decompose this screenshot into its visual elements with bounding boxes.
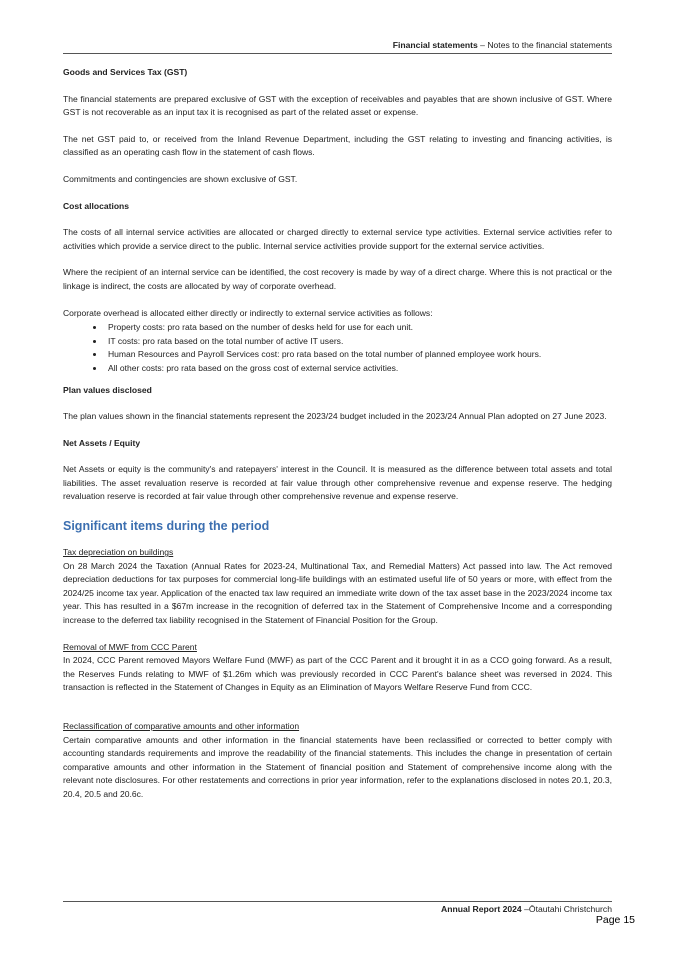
equity-heading: Net Assets / Equity [63, 437, 141, 448]
mwf-paragraph: In 2024, CCC Parent removed Mayors Welfare Fund (MWF) as part of the CCC Parent and it brought it in as a CCO going forward. As a result, the Reserves Funds relating to MWF of $1.26m which was previously recorded in CCC Parent's balance sheet was reversed in 2024. This transaction is reflected in the Statement of Changes in Equity as an Elimination of Mayors Welfare Reserve Fund from CCC. [63, 655, 612, 693]
equity-paragraph: Net Assets or equity is the community's and ratepayers' interest in the Council. It is measured as the difference between total assets and total liabilities. The asset revaluation reserve is recorded at fair value through other comprehensive revenue and expense reserve. The hedging revaluation reserve is recorded at fair value through other comprehensive revenue and expense reserve. [63, 464, 612, 502]
list-item: • Property costs: pro rata based on the number of desks held for use for each unit. [105, 321, 612, 335]
running-footer [63, 904, 612, 914]
list-item: • IT costs: pro rata based on the total number of active IT users. [105, 335, 612, 349]
gst-paragraph-3: Commitments and contingencies are shown exclusive of GST. [63, 173, 298, 184]
gst-paragraph-2: The net GST paid to, or received from the Inland Revenue Department, including the GST relating to investing and financing activities, is classified as an operating cash flow in the statement of cash flows. [63, 133, 612, 158]
footer-location: –Ōtautahi Christchurch [521, 904, 612, 914]
cost-heading: Cost allocations [63, 200, 130, 211]
significant-items-title: Significant items during the period [63, 519, 270, 534]
tax-depreciation-paragraph: On 28 March 2024 the Taxation (Annual Rates for 2023-24, Multinational Tax, and Remedial Matters) Act passed into law. The Act removed depreciation deductions for tax purposes for commercial long-life buildings with an estimated useful life of 50 years or more, with effect from the 2024/25 income tax year. Application of the enacted tax law required an immediate write down of the tax asset base in the 2023/2024 income tax year. This has resulted in a $67m increase in the recognition of deferred tax in the Statement of Comprehensive Income and a corresponding increase to the deferred tax liability recognised in the Statement of Financial Position for the Group. [63, 560, 612, 626]
reclassification-paragraph: Certain comparative amounts and other information in the financial statements have been reclassified or corrected to better comply with accounting standards requirements and improve the readability of the financial statements. This includes the change in presentation of certain comparative amounts and other information in the Statement of financial position and Statement of comprehensive income along with the relevant note disclosures. For other restatements and corrections in prior year information, refer to the explanations disclosed in notes 20.1, 20.3, 20.4, 20.5 and 20.6c. [63, 734, 612, 799]
mwf-heading: Removal of MWF from CCC Parent [63, 641, 197, 652]
page-number: Page 15 [595, 914, 635, 926]
list-item: • Human Resources and Payroll Services cost: pro rata based on the total number of planned employee work hours. [105, 348, 612, 362]
header-divider [63, 53, 612, 54]
plan-paragraph: The plan values shown in the financial statements represent the 2023/24 budget included in the 2023/24 Annual Plan adopted on 27 June 2023. [63, 411, 607, 422]
list-item: • All other costs: pro rata based on the gross cost of external service activities. [105, 362, 612, 376]
footer-report-title: Annual Report 2024 [441, 904, 522, 914]
reclassification-heading: Reclassification of comparative amounts and other information [63, 721, 300, 731]
gst-heading: Goods and Services Tax (GST) [63, 67, 188, 77]
cost-paragraph-2: Where the recipient of an internal service can be identified, the cost recovery is made by way of a direct charge. Where this is not practical or the linkage is indirect, the costs are allocated by way of corporate overhead. [63, 267, 612, 291]
header-subsection: – Notes to the financial statements [477, 40, 612, 50]
footer-divider [63, 901, 612, 902]
gst-paragraph-1: The financial statements are prepared exclusive of GST with the exception of receivables and payables that are shown inclusive of GST. Where GST is not recoverable as an input tax it is recognised as part of the related asset or expense. [63, 93, 612, 118]
header-section: Financial statements [392, 40, 478, 50]
cost-bullet-list [63, 321, 612, 375]
page-body [63, 66, 612, 815]
plan-heading: Plan values disclosed [63, 384, 152, 395]
running-header [63, 40, 612, 50]
tax-depreciation-heading: Tax depreciation on buildings [63, 547, 174, 558]
cost-paragraph-3: Corporate overhead is allocated either directly or indirectly to external service activities as follows: [63, 307, 433, 318]
cost-paragraph-1: The costs of all internal service activities are allocated or charged directly to external service type activities. External service activities refer to activities which provide a service direct to the public. Internal service activities provide support for the external service activities. [63, 227, 612, 251]
spacer [63, 708, 612, 720]
